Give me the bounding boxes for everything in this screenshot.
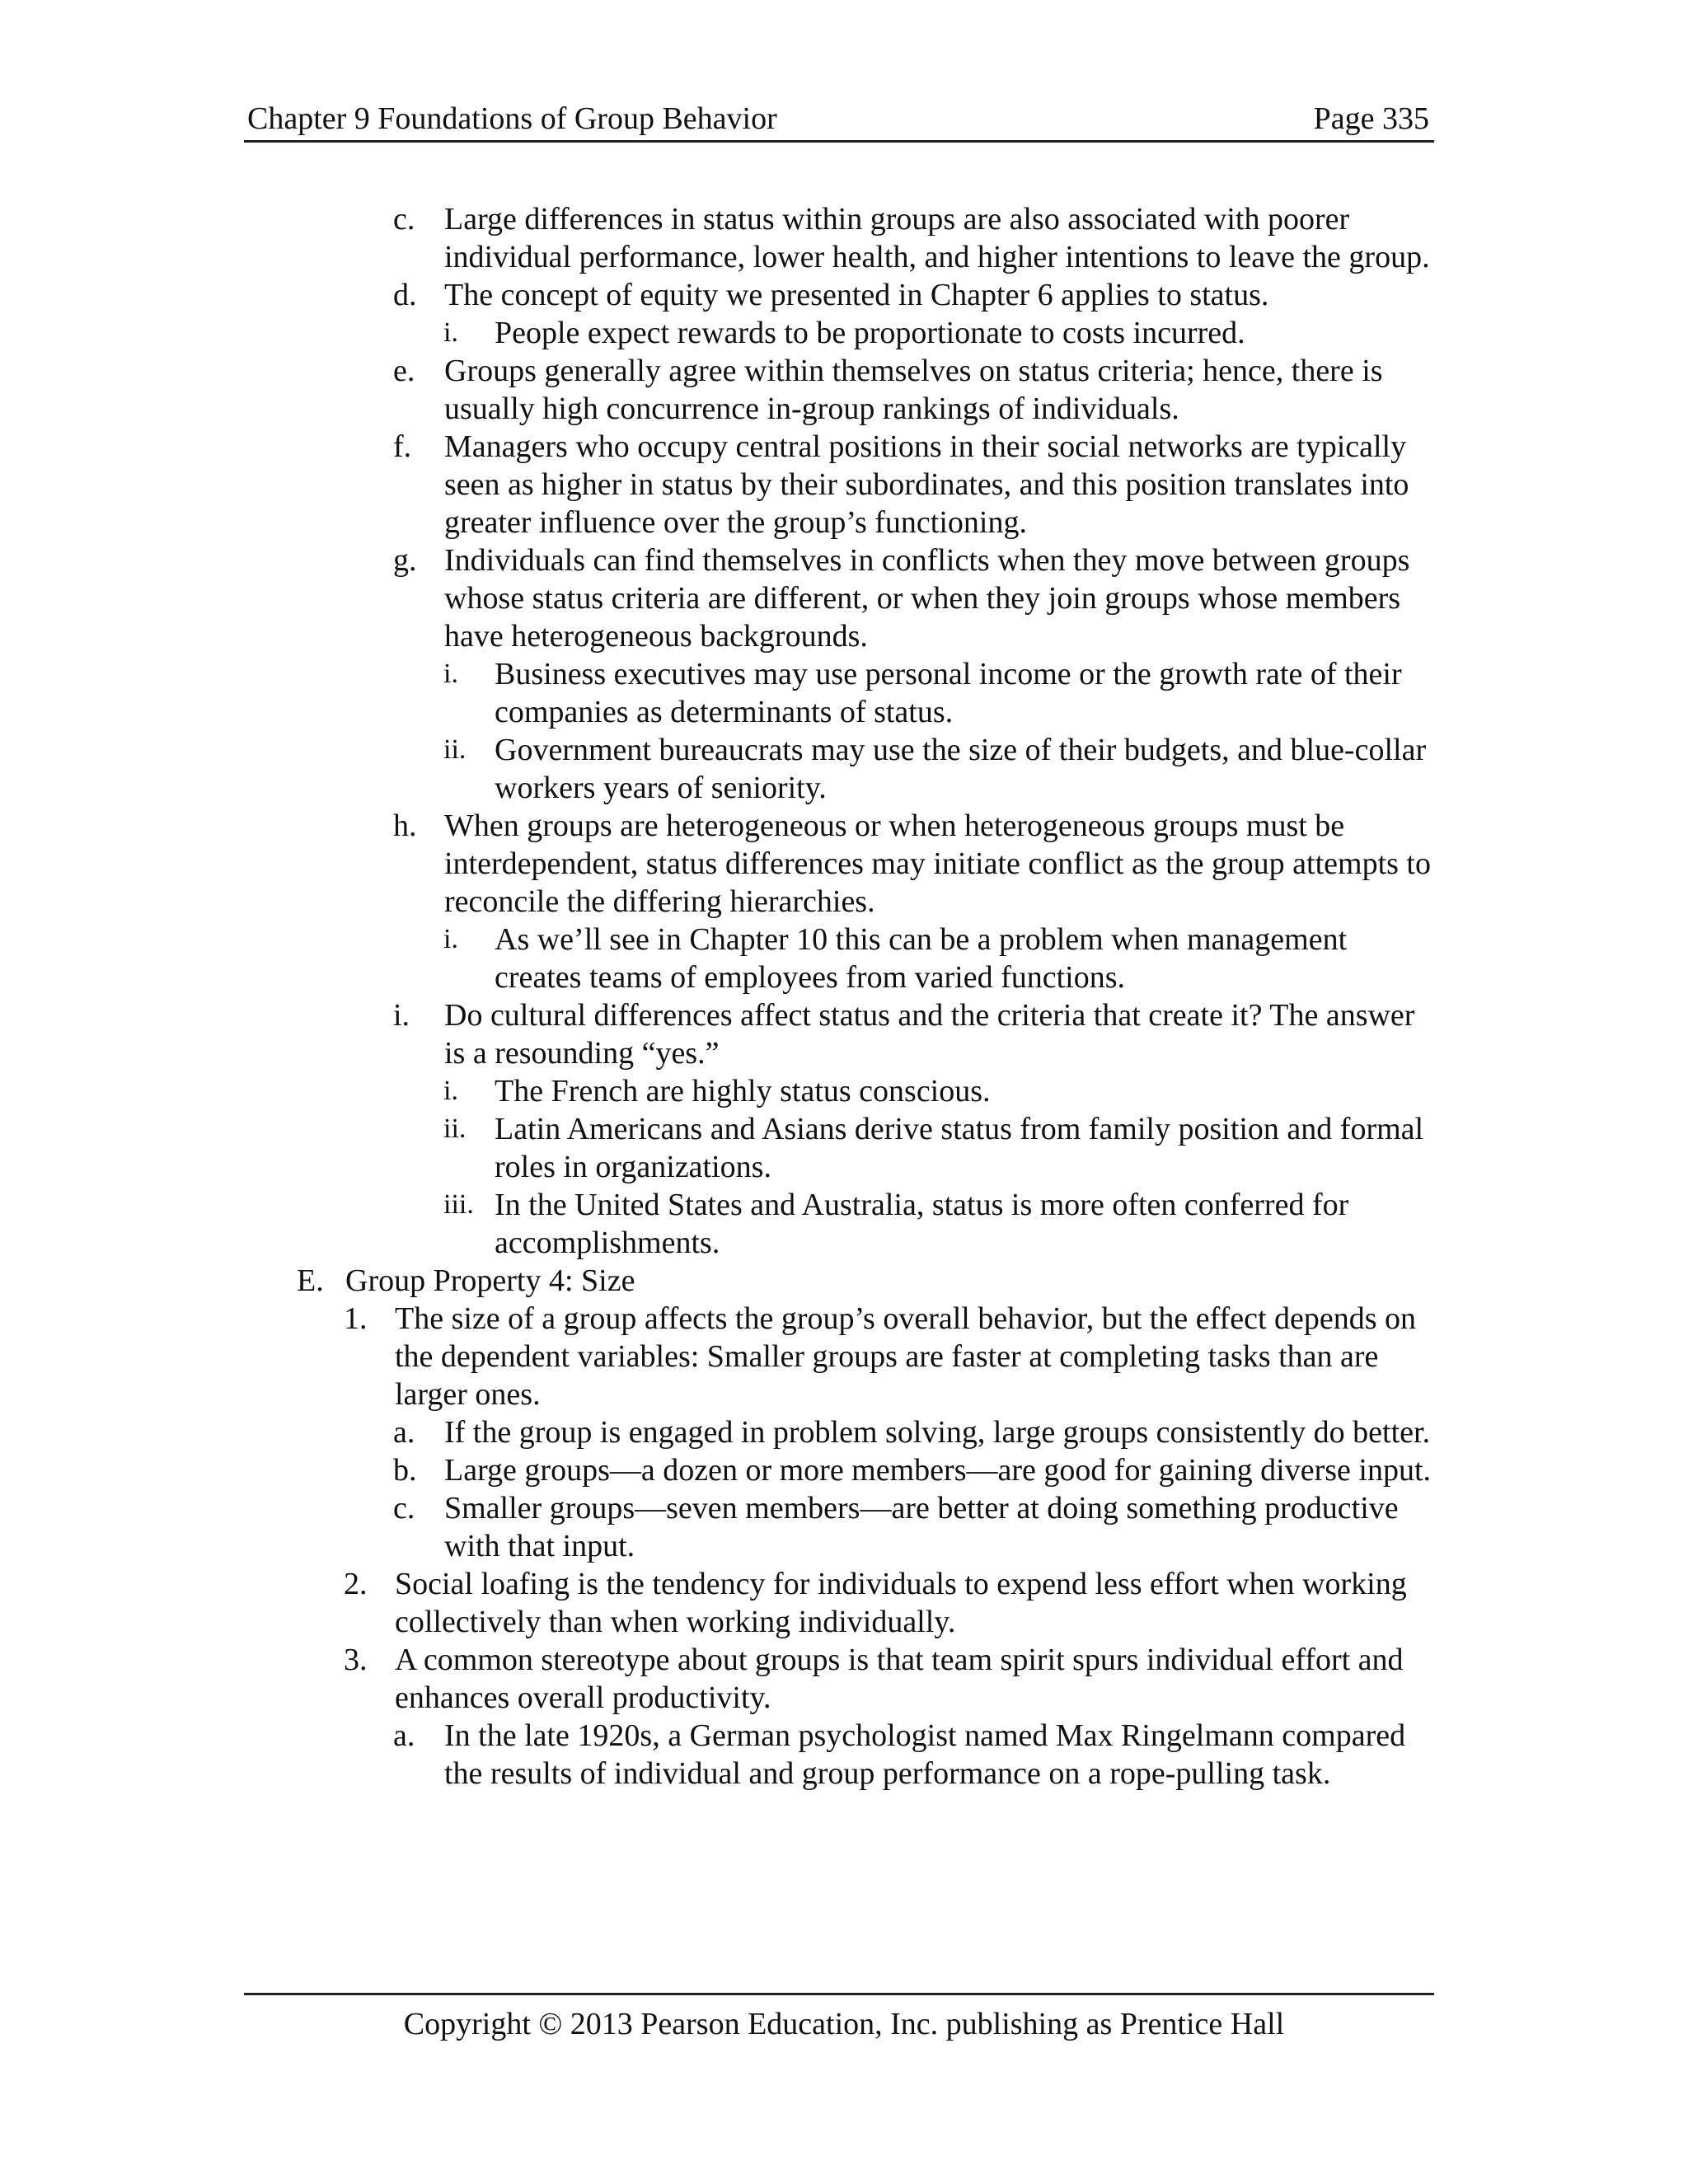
outline-text: The concept of equity we presented in Chapter 6 applies to status. [444, 278, 1269, 312]
page-header [244, 97, 1434, 143]
outline-marker: ii. [443, 1113, 467, 1144]
outline-text: Large differences in status within groups are also associated with poorer individual performance, lower health, and higher intentions to leave the group. [444, 202, 1430, 274]
outline-item [0, 1072, 1688, 1110]
outline-marker: i. [443, 658, 458, 689]
copyright-footer: Copyright © 2013 Pearson Education, Inc. publishing as Prentice Hall [403, 2007, 1285, 2041]
outline-item [0, 352, 1688, 428]
outline-item [0, 428, 1688, 541]
outline-item [0, 314, 1688, 352]
outline-text: As we’ll see in Chapter 10 this can be a problem when management creates teams of employees from varied functions. [495, 922, 1348, 995]
outline-marker: e. [393, 354, 415, 388]
outline-item [0, 1717, 1688, 1793]
outline-marker: g. [393, 543, 417, 578]
outline-marker: i. [443, 924, 458, 954]
outline-item [0, 1110, 1688, 1186]
outline-body [0, 200, 1688, 1793]
outline-marker: i. [443, 1076, 458, 1106]
outline-item [0, 1451, 1688, 1489]
outline-marker: d. [393, 278, 417, 312]
outline-text: Managers who occupy central positions in their social networks are typically seen as higher in status by their subordinates, and this position translates into greater influence over the group’s functioning. [444, 429, 1409, 540]
outline-marker: f. [393, 429, 412, 464]
outline-marker: 2. [344, 1567, 368, 1601]
outline-marker: a. [393, 1718, 415, 1753]
outline-marker: i. [393, 998, 410, 1033]
outline-item [0, 200, 1688, 276]
outline-item [0, 1300, 1688, 1413]
outline-text: Latin Americans and Asians derive status from family position and formal roles in organizations. [495, 1112, 1424, 1184]
outline-text: A common stereotype about groups is that team spirit spurs individual effort and enhances overall productivity. [395, 1643, 1404, 1715]
outline-marker: c. [393, 202, 415, 237]
outline-item [0, 921, 1688, 996]
outline-text: Large groups—a dozen or more members—are good for gaining diverse input. [444, 1453, 1431, 1488]
outline-item [0, 731, 1688, 807]
outline-text: The French are highly status conscious. [495, 1074, 991, 1108]
outline-text: Social loafing is the tendency for individuals to expend less effort when working collectively than when working individually. [395, 1567, 1407, 1639]
outline-text: The size of a group affects the group’s overall behavior, but the effect depends on the dependent variables: Smaller groups are faster at completing tasks than are larger ones. [395, 1301, 1417, 1412]
outline-text: When groups are heterogeneous or when heterogeneous groups must be interdependent, status differences may initiate conflict as the group attempts to reconcile the differing hierarchies. [444, 808, 1431, 919]
outline-text: In the late 1920s, a German psychologist named Max Ringelmann compared the results of individual and group performance on a rope-pulling task. [444, 1718, 1406, 1791]
outline-marker: b. [393, 1453, 417, 1488]
outline-marker: i. [443, 317, 458, 348]
outline-marker: ii. [443, 734, 467, 765]
outline-text: Government bureaucrats may use the size of their budgets, and blue-collar workers years of seniority. [495, 733, 1427, 805]
outline-item [0, 1186, 1688, 1262]
outline-item [0, 996, 1688, 1072]
outline-text: Groups generally agree within themselves on status criteria; hence, there is usually high concurrence in-group rankings of individuals. [444, 354, 1383, 426]
outline-text: If the group is engaged in problem solving, large groups consistently do better. [444, 1415, 1431, 1450]
outline-item [0, 1489, 1688, 1565]
outline-marker: 3. [344, 1643, 368, 1677]
outline-item [0, 655, 1688, 731]
outline-marker: h. [393, 808, 417, 843]
outline-text: People expect rewards to be proportionate to costs incurred. [495, 316, 1245, 350]
outline-item [0, 1565, 1688, 1641]
outline-text: In the United States and Australia, status is more often conferred for accomplishments. [495, 1188, 1349, 1260]
outline-text: Smaller groups—seven members—are better at doing something productive with that input. [444, 1491, 1399, 1563]
outline-marker: iii. [443, 1189, 474, 1220]
footer-rule [244, 1993, 1434, 1995]
outline-item [0, 807, 1688, 921]
outline-item [0, 276, 1688, 314]
outline-item [0, 541, 1688, 655]
outline-item [0, 1641, 1688, 1717]
outline-marker: a. [393, 1415, 415, 1450]
outline-text: Do cultural differences affect status and the criteria that create it? The answer is a resounding “yes.” [444, 998, 1415, 1071]
outline-text: Business executives may use personal income or the growth rate of their companies as determinants of status. [495, 657, 1402, 729]
chapter-title: Chapter 9 Foundations of Group Behavior [247, 101, 777, 136]
outline-text: Group Property 4: Size [345, 1263, 635, 1298]
outline-marker: 1. [344, 1301, 368, 1336]
outline-marker: c. [393, 1491, 415, 1526]
page-number: Page 335 [1313, 101, 1429, 136]
outline-marker: E. [297, 1263, 324, 1298]
outline-item [0, 1413, 1688, 1451]
outline-item [0, 1262, 1688, 1300]
outline-text: Individuals can find themselves in conflicts when they move between groups whose status criteria are different, or when they join groups whose members have heterogeneous backgrounds. [444, 543, 1410, 654]
